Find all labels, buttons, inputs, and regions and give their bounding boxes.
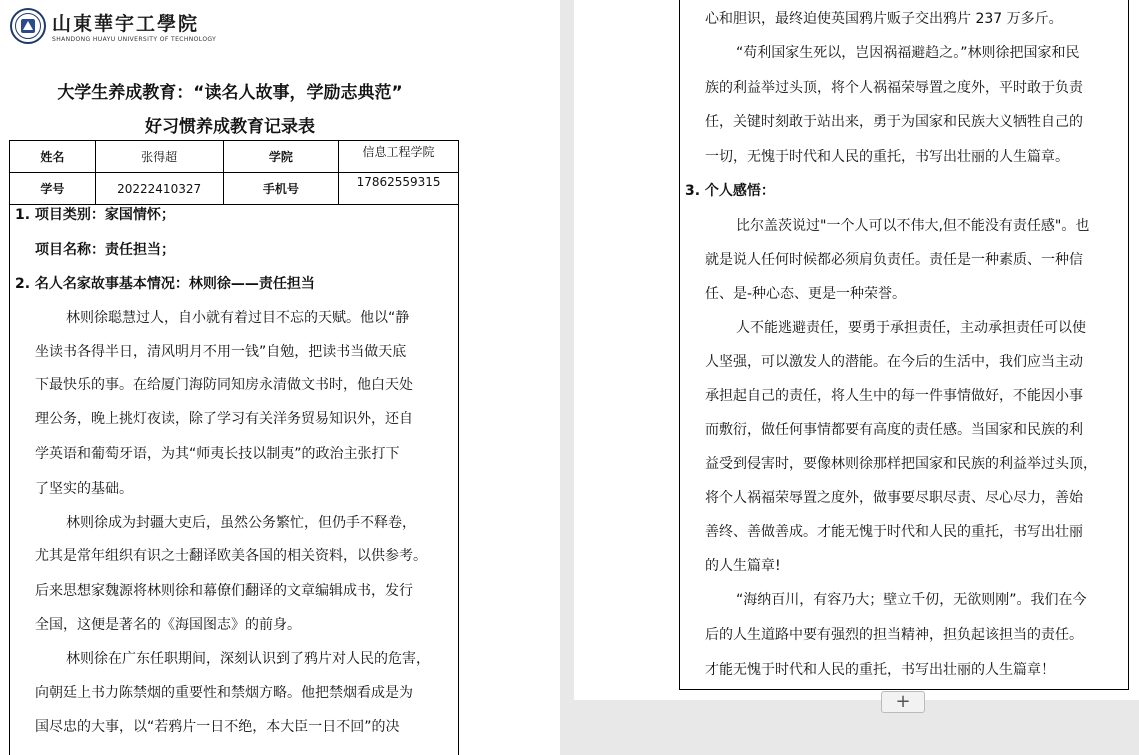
document-subtitle: 好习惯养成教育记录表 <box>145 117 315 137</box>
document-title: 大学生养成教育：“读名人故事，学励志典范” <box>57 83 403 103</box>
paragraph-line[interactable]: 将个人祸福荣辱置之度外，做事要尽职尽责、尽心尽力，善始 <box>705 490 1083 506</box>
paragraph-line[interactable]: 的人生篇章! <box>705 558 781 574</box>
college-label: 学院 <box>223 141 339 173</box>
phone-label: 手机号 <box>223 173 339 205</box>
university-logo <box>10 8 46 44</box>
document-page-1 <box>0 0 560 755</box>
paragraph-line[interactable]: 才能无愧于时代和人民的重托，书写出壮丽的人生篇章！ <box>705 662 1055 678</box>
project-category[interactable]: 1. 项目类别：家国情怀； <box>15 207 175 223</box>
paragraph-line[interactable]: 而敷衍，做任何事情都要有高度的责任感。当国家和民族的利 <box>705 422 1083 438</box>
section-heading-story[interactable]: 2. 名人名家故事基本情况：林则徐——责任担当 <box>15 276 315 292</box>
paragraph-line[interactable]: 比尔盖茨说过"一个人可以不伟大,但不能没有责任感"。也 <box>736 218 1090 234</box>
name-label: 姓名 <box>10 141 96 173</box>
add-page-button[interactable]: + <box>881 691 925 713</box>
paragraph-line[interactable]: 任、是-种心态、更是一种荣誉。 <box>705 286 907 302</box>
college-value[interactable]: 信息工程学院 <box>339 141 459 173</box>
name-value[interactable]: 张得超 <box>95 141 223 173</box>
paragraph-line[interactable]: 林则徐在广东任职期间，深刻认识到了鸦片对人民的危害， <box>66 651 430 667</box>
paragraph-line[interactable]: 向朝廷上书力陈禁烟的重要性和禁烟方略。他把禁烟看成是为 <box>35 685 413 701</box>
paragraph-line[interactable]: 尤其是常年组织有识之士翻译欧美各国的相关资料，以供参考。 <box>35 548 427 564</box>
paragraph-line[interactable]: 益受到侵害时，要像林则徐那样把国家和民族的利益举过头顶， <box>705 456 1097 472</box>
paragraph-line[interactable]: 就是说人任何时候都必须肩负责任。责任是一种素质、一种信 <box>705 252 1083 268</box>
school-name: 山東華宇工學院 <box>52 13 200 35</box>
document-page-2 <box>574 0 1139 700</box>
student-id-value[interactable]: 20222410327 <box>95 173 223 205</box>
paragraph-line[interactable]: 坐读书各得半日，清风明月不用一钱”自勉，把读书当做天底 <box>35 344 407 360</box>
paragraph-line[interactable]: 林则徐成为封疆大吏后，虽然公务繁忙，但仍手不释卷， <box>66 515 416 531</box>
paragraph-line[interactable]: “海纳百川，有容乃大；壁立千仞，无欲则刚”。我们在今 <box>736 592 1087 608</box>
paragraph-line[interactable]: 国尽忠的大事，以“若鸦片一日不绝，本大臣一日不回”的决 <box>35 719 400 735</box>
student-info-table <box>9 140 459 205</box>
record-content-box <box>9 199 459 755</box>
paragraph-line[interactable]: 人不能逃避责任，要勇于承担责任，主动承担责任可以使 <box>736 320 1086 336</box>
paragraph-line[interactable]: 下最快乐的事。在给厦门海防同知房永清做文书时，他白天处 <box>35 377 413 393</box>
paragraph-line[interactable]: 全国，这便是著名的《海国图志》的前身。 <box>35 617 301 633</box>
paragraph-line[interactable]: 任，关键时刻敢于站出来，勇于为国家和民族大义牺牲自己的 <box>705 114 1083 130</box>
school-name-english: SHANDONG HUAYU UNIVERSITY OF TECHNOLOGY <box>52 36 217 43</box>
paragraph-line[interactable]: 心和胆识，最终迫使英国鸦片贩子交出鸦片 237 万多斤。 <box>705 11 1063 27</box>
paragraph-line[interactable]: 理公务，晚上挑灯夜读，除了学习有关洋务贸易知识外，还自 <box>35 411 413 427</box>
paragraph-line[interactable]: 林则徐聪慧过人，自小就有着过目不忘的天赋。他以“静 <box>66 310 410 326</box>
paragraph-line[interactable]: 一切，无愧于时代和人民的重托，书写出壮丽的人生篇章。 <box>705 149 1069 165</box>
section-heading-reflection[interactable]: 3. 个人感悟： <box>685 183 775 199</box>
paragraph-line[interactable]: 承担起自己的责任，将人生中的每一件事情做好，不能因小事 <box>705 388 1083 404</box>
table-row <box>10 141 459 173</box>
record-content-box-continued <box>679 0 1129 690</box>
paragraph-line[interactable]: 学英语和葡萄牙语，为其“师夷长技以制夷”的政治主张打下 <box>35 446 400 462</box>
paragraph-line[interactable]: “苟利国家生死以，岂因祸福避趋之。”林则徐把国家和民 <box>736 45 1080 61</box>
phone-value[interactable]: 17862559315 <box>339 173 459 205</box>
paragraph-line[interactable]: 了坚实的基础。 <box>35 481 133 497</box>
paragraph-line[interactable]: 后的人生道路中要有强烈的担当精神，担负起该担当的责任。 <box>705 627 1083 643</box>
paragraph-line[interactable]: 善终、善做善成。才能无愧于时代和人民的重托，书写出壮丽 <box>705 524 1083 540</box>
paragraph-line[interactable]: 后来思想家魏源将林则徐和幕僚们翻译的文章编辑成书，发行 <box>35 583 413 599</box>
project-name[interactable]: 项目名称：责任担当； <box>35 242 175 258</box>
paragraph-line[interactable]: 人坚强，可以激发人的潜能。在今后的生活中，我们应当主动 <box>705 354 1083 370</box>
student-id-label: 学号 <box>10 173 96 205</box>
paragraph-line[interactable]: 族的利益举过头顶，将个人祸福荣辱置之度外，平时敢于负责 <box>705 80 1083 96</box>
